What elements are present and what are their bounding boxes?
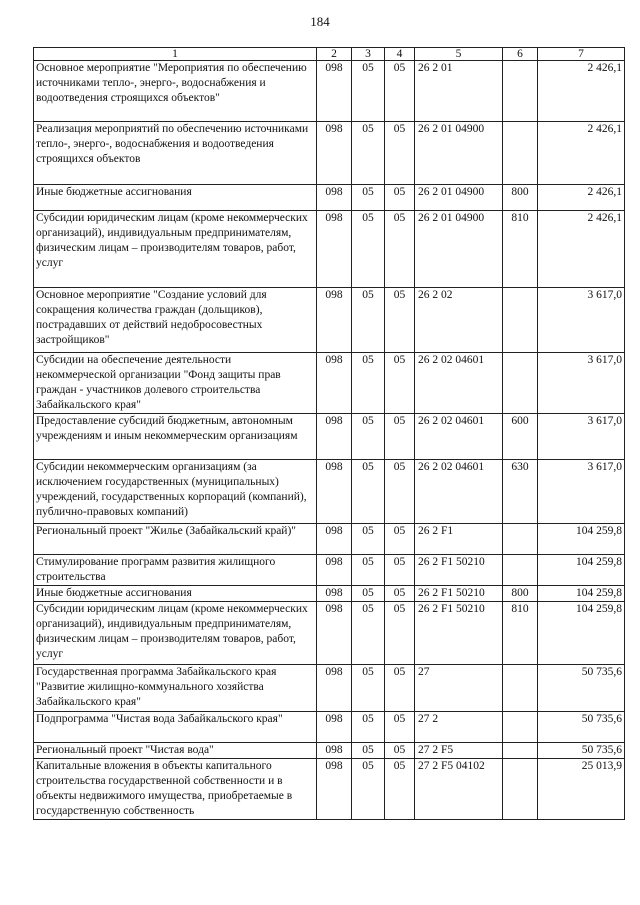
cell-col-2: 098 (317, 602, 352, 665)
cell-col-4: 05 (385, 61, 415, 122)
row-name: Основное мероприятие "Мероприятия по обеспечению источниками тепло-, энерго-, водоснабжения и водоотведения строящихся объектов" (34, 61, 317, 122)
row-name: Государственная программа Забайкальского края "Развитие жилищно-коммунального хозяйства Забайкальского края" (34, 665, 317, 712)
row-name: Субсидии некоммерческим организациям (за исключением государственных (муниципальных) учреждений, государственных корпораций (компаний), публично-правовых компаний) (34, 460, 317, 524)
table-row (34, 122, 625, 185)
cell-col-7: 50 735,6 (538, 743, 625, 759)
cell-col-4: 05 (385, 211, 415, 288)
table-row (34, 743, 625, 759)
cell-col-7: 3 617,0 (538, 414, 625, 460)
row-name: Основное мероприятие "Создание условий для сокращения количества граждан (дольщиков), пострадавших от действий недобросовестных застройщиков" (34, 288, 317, 353)
row-name: Подпрограмма "Чистая вода Забайкальского края" (34, 712, 317, 743)
cell-col-5: 27 2 (415, 712, 503, 743)
table-row (34, 460, 625, 524)
cell-col-5: 26 2 01 (415, 61, 503, 122)
cell-col-3: 05 (352, 185, 385, 211)
table-row (34, 524, 625, 555)
table-row (34, 586, 625, 602)
row-name: Иные бюджетные ассигнования (34, 185, 317, 211)
cell-col-6 (503, 555, 538, 586)
cell-col-3: 05 (352, 602, 385, 665)
row-name: Субсидии юридическим лицам (кроме некоммерческих организаций), индивидуальным предпринимателям, физическим лицам – производителям товаров, работ, услуг (34, 602, 317, 665)
cell-col-4: 05 (385, 288, 415, 353)
cell-col-6 (503, 353, 538, 414)
header-col-6: 6 (503, 48, 538, 61)
cell-col-2: 098 (317, 122, 352, 185)
cell-col-3: 05 (352, 743, 385, 759)
row-name: Иные бюджетные ассигнования (34, 586, 317, 602)
header-col-4: 4 (385, 48, 415, 61)
cell-col-2: 098 (317, 743, 352, 759)
cell-col-7: 50 735,6 (538, 712, 625, 743)
cell-col-2: 098 (317, 353, 352, 414)
row-name: Реализация мероприятий по обеспечению источниками тепло-, энерго-, водоснабжения и водоотведения строящихся объектов (34, 122, 317, 185)
cell-col-5: 27 (415, 665, 503, 712)
cell-col-4: 05 (385, 353, 415, 414)
cell-col-3: 05 (352, 414, 385, 460)
header-col-3: 3 (352, 48, 385, 61)
cell-col-3: 05 (352, 61, 385, 122)
cell-col-2: 098 (317, 211, 352, 288)
cell-col-7: 25 013,9 (538, 759, 625, 820)
cell-col-3: 05 (352, 122, 385, 185)
table-row (34, 288, 625, 353)
cell-col-7: 2 426,1 (538, 122, 625, 185)
cell-col-6: 600 (503, 414, 538, 460)
table-row (34, 353, 625, 414)
cell-col-6 (503, 712, 538, 743)
cell-col-3: 05 (352, 712, 385, 743)
row-name: Капитальные вложения в объекты капитального строительства государственной собственности и в объекты недвижимого имущества, приобретаемые в государственную собственность (34, 759, 317, 820)
cell-col-2: 098 (317, 288, 352, 353)
cell-col-2: 098 (317, 414, 352, 460)
row-name: Региональный проект "Жилье (Забайкальский край)" (34, 524, 317, 555)
cell-col-6 (503, 122, 538, 185)
cell-col-7: 2 426,1 (538, 211, 625, 288)
cell-col-7: 104 259,8 (538, 524, 625, 555)
cell-col-4: 05 (385, 586, 415, 602)
cell-col-7: 3 617,0 (538, 288, 625, 353)
header-col-7: 7 (538, 48, 625, 61)
table-row (34, 414, 625, 460)
cell-col-6: 800 (503, 185, 538, 211)
cell-col-3: 05 (352, 288, 385, 353)
cell-col-7: 3 617,0 (538, 353, 625, 414)
cell-col-5: 26 2 02 04601 (415, 353, 503, 414)
table-row (34, 61, 625, 122)
cell-col-4: 05 (385, 185, 415, 211)
cell-col-5: 26 2 01 04900 (415, 211, 503, 288)
cell-col-6 (503, 61, 538, 122)
table-row (34, 665, 625, 712)
cell-col-7: 104 259,8 (538, 586, 625, 602)
cell-col-3: 05 (352, 460, 385, 524)
cell-col-6 (503, 665, 538, 712)
header-row (34, 48, 625, 61)
table-row (34, 211, 625, 288)
cell-col-7: 2 426,1 (538, 61, 625, 122)
cell-col-5: 26 2 02 04601 (415, 460, 503, 524)
cell-col-4: 05 (385, 122, 415, 185)
cell-col-4: 05 (385, 743, 415, 759)
cell-col-4: 05 (385, 712, 415, 743)
cell-col-6: 810 (503, 602, 538, 665)
cell-col-2: 098 (317, 712, 352, 743)
cell-col-4: 05 (385, 414, 415, 460)
table-row (34, 185, 625, 211)
row-name: Региональный проект "Чистая вода" (34, 743, 317, 759)
cell-col-6 (503, 524, 538, 555)
cell-col-3: 05 (352, 524, 385, 555)
cell-col-6: 800 (503, 586, 538, 602)
table-row (34, 602, 625, 665)
cell-col-5: 27 2 F5 (415, 743, 503, 759)
row-name: Субсидии юридическим лицам (кроме некоммерческих организаций), индивидуальным предпринимателям, физическим лицам – производителям товаров, работ, услуг (34, 211, 317, 288)
cell-col-6 (503, 743, 538, 759)
cell-col-5: 26 2 02 (415, 288, 503, 353)
cell-col-5: 26 2 02 04601 (415, 414, 503, 460)
table-row (34, 555, 625, 586)
cell-col-7: 50 735,6 (538, 665, 625, 712)
page-number: 184 (310, 14, 330, 29)
cell-col-4: 05 (385, 759, 415, 820)
cell-col-6 (503, 288, 538, 353)
cell-col-2: 098 (317, 665, 352, 712)
cell-col-7: 104 259,8 (538, 555, 625, 586)
header-col-2: 2 (317, 48, 352, 61)
header-col-1: 1 (34, 48, 317, 61)
cell-col-3: 05 (352, 586, 385, 602)
cell-col-2: 098 (317, 61, 352, 122)
cell-col-5: 26 2 F1 50210 (415, 602, 503, 665)
cell-col-4: 05 (385, 524, 415, 555)
row-name: Стимулирование программ развития жилищного строительства (34, 555, 317, 586)
cell-col-2: 098 (317, 759, 352, 820)
cell-col-3: 05 (352, 353, 385, 414)
table-row (34, 759, 625, 820)
cell-col-5: 26 2 01 04900 (415, 122, 503, 185)
cell-col-2: 098 (317, 460, 352, 524)
cell-col-7: 3 617,0 (538, 460, 625, 524)
cell-col-3: 05 (352, 555, 385, 586)
cell-col-5: 27 2 F5 04102 (415, 759, 503, 820)
budget-table (33, 47, 625, 820)
cell-col-3: 05 (352, 759, 385, 820)
cell-col-4: 05 (385, 460, 415, 524)
row-name: Предоставление субсидий бюджетным, автономным учреждениям и иным некоммерческим организациям (34, 414, 317, 460)
cell-col-3: 05 (352, 665, 385, 712)
cell-col-5: 26 2 F1 (415, 524, 503, 555)
cell-col-3: 05 (352, 211, 385, 288)
cell-col-2: 098 (317, 524, 352, 555)
cell-col-5: 26 2 F1 50210 (415, 555, 503, 586)
cell-col-6: 630 (503, 460, 538, 524)
cell-col-2: 098 (317, 555, 352, 586)
cell-col-2: 098 (317, 185, 352, 211)
cell-col-5: 26 2 F1 50210 (415, 586, 503, 602)
cell-col-6: 810 (503, 211, 538, 288)
cell-col-2: 098 (317, 586, 352, 602)
cell-col-7: 2 426,1 (538, 185, 625, 211)
cell-col-4: 05 (385, 602, 415, 665)
row-name: Субсидии на обеспечение деятельности некоммерческой организации "Фонд защиты прав граждан - участников долевого строительства Забайкальского края" (34, 353, 317, 414)
cell-col-7: 104 259,8 (538, 602, 625, 665)
table-row (34, 712, 625, 743)
header-col-5: 5 (415, 48, 503, 61)
cell-col-4: 05 (385, 555, 415, 586)
cell-col-4: 05 (385, 665, 415, 712)
cell-col-5: 26 2 01 04900 (415, 185, 503, 211)
cell-col-6 (503, 759, 538, 820)
